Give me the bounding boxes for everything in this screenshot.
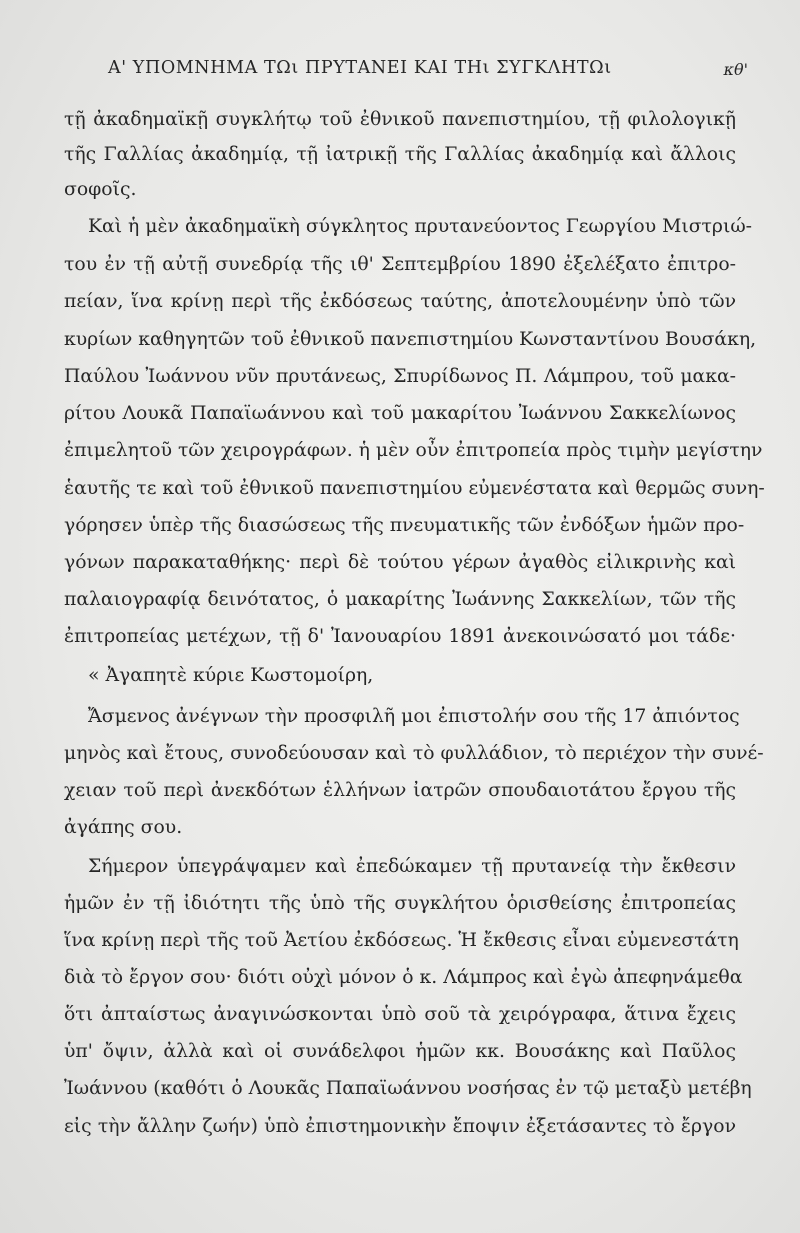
text-line: ἵνα κρίνῃ περὶ τῆς τοῦ Ἀετίου ἐκδόσεως. Ἡ ἔκθεσις εἶναι εὐμενεστάτη — [64, 930, 739, 951]
text-line: γόρησεν ὑπὲρ τῆς διασώσεως τῆς πνευματικῆς τῶν ἐνδόξων ἡμῶν προ- — [64, 515, 745, 536]
text-line: γόνων παρακαταθήκης· περὶ δὲ τούτου γέρων ἀγαθὸς εἰλικρινὴς καὶ — [64, 552, 736, 573]
text-line: Ἰωάννου (καθότι ὁ Λουκᾶς Παπαϊωάννου νοσήσας ἐν τῷ μεταξὺ μετέβη — [64, 1078, 752, 1099]
text-line: « Ἀγαπητὲ κύριε Κωστομοίρη, — [88, 665, 374, 686]
text-line: ἐπιτροπείας μετέχων, τῇ δ' Ἰανουαρίου 1891 ἀνεκοινώσατό μοι τάδε· — [64, 626, 736, 647]
text-line: τῆς Γαλλίας ἀκαδημίᾳ, τῇ ἰατρικῇ τῆς Γαλλίας ἀκαδημίᾳ καὶ ἄλλοις — [64, 144, 736, 165]
text-line: τῇ ἀκαδημαϊκῇ συγκλήτῳ τοῦ ἐθνικοῦ πανεπιστημίου, τῇ φιλολογικῇ — [64, 109, 736, 130]
text-line: μηνὸς καὶ ἔτους, συνοδεύουσαν καὶ τὸ φυλλάδιον, τὸ περιέχον τὴν συνέ- — [64, 743, 764, 764]
page-number: κθ' — [723, 60, 748, 79]
text-line: ὑπ' ὄψιν, ἀλλὰ καὶ οἱ συνάδελφοι ἡμῶν κκ. Βουσάκης καὶ Παῦλος — [64, 1041, 736, 1062]
text-line: διὰ τὸ ἔργον σου· διότι οὐχὶ μόνον ὁ κ. Λάμπρος καὶ ἐγὼ ἀπεφηνάμεθα — [64, 967, 743, 988]
text-line: ἡμῶν ἐν τῇ ἰδιότητι τῆς ὑπὸ τῆς συγκλήτου ὁρισθείσης ἐπιτροπείας — [64, 893, 736, 914]
text-line: κυρίων καθηγητῶν τοῦ ἐθνικοῦ πανεπιστημίου Κωνσταντίνου Βουσάκη, — [64, 329, 757, 350]
text-line: εἰς τὴν ἄλλην ζωήν) ὑπὸ ἐπιστημονικὴν ἔποψιν ἐξετάσαντες τὸ ἔργον — [64, 1116, 736, 1137]
text-line: πείαν, ἵνα κρίνῃ περὶ τῆς ἐκδόσεως ταύτης, ἀποτελουμένην ὑπὸ τῶν — [64, 291, 736, 312]
text-line: ἑαυτῆς τε καὶ τοῦ ἐθνικοῦ πανεπιστημίου εὐμενέστατα καὶ θερμῶς συνη- — [64, 478, 765, 499]
text-line: χειαν τοῦ περὶ ἀνεκδότων ἑλλήνων ἰατρῶν σπουδαιοτάτου ἔργου τῆς — [64, 780, 736, 801]
text-line: Ἄσμενος ἀνέγνων τὴν προσφιλῆ μοι ἐπιστολήν σου τῆς 17 ἀπιόντος — [88, 706, 740, 727]
text-line: σοφοῖς. — [64, 179, 137, 200]
text-line: Σήμερον ὑπεγράψαμεν καὶ ἐπεδώκαμεν τῇ πρυτανείᾳ τὴν ἔκθεσιν — [88, 856, 736, 877]
text-line: Καὶ ἡ μὲν ἀκαδημαϊκὴ σύγκλητος πρυτανεύοντος Γεωργίου Μιστριώ- — [88, 216, 752, 237]
text-line: του ἐν τῇ αὐτῇ συνεδρίᾳ τῆς ιθ' Σεπτεμβρίου 1890 ἐξελέξατο ἐπιτρο- — [64, 254, 736, 275]
text-line: ἀγάπης σου. — [64, 817, 183, 838]
text-line: ρίτου Λουκᾶ Παπαϊωάννου καὶ τοῦ μακαρίτου Ἰωάννου Σακκελίωνος — [64, 403, 736, 424]
text-line: ὅτι ἀπταίστως ἀναγινώσκονται ὑπὸ σοῦ τὰ χειρόγραφα, ἅτινα ἔχεις — [64, 1004, 736, 1025]
running-title: Α' ΥΠΟΜΝΗΜΑ ΤΩι ΠΡΥΤΑΝΕΙ ΚΑΙ ΤΗι ΣΥΓΚΛΗΤΩι — [108, 58, 612, 78]
text-line: Παύλου Ἰωάννου νῦν πρυτάνεως, Σπυρίδωνος Π. Λάμπρου, τοῦ μακα- — [64, 366, 736, 387]
running-header — [108, 58, 748, 88]
text-line: ἐπιμελητοῦ τῶν χειρογράφων. ἡ μὲν οὖν ἐπιτροπεία πρὸς τιμὴν μεγίστην — [64, 440, 763, 461]
text-line: παλαιογραφίᾳ δεινότατος, ὁ μακαρίτης Ἰωάννης Σακκελίων, τῶν τῆς — [64, 589, 736, 610]
